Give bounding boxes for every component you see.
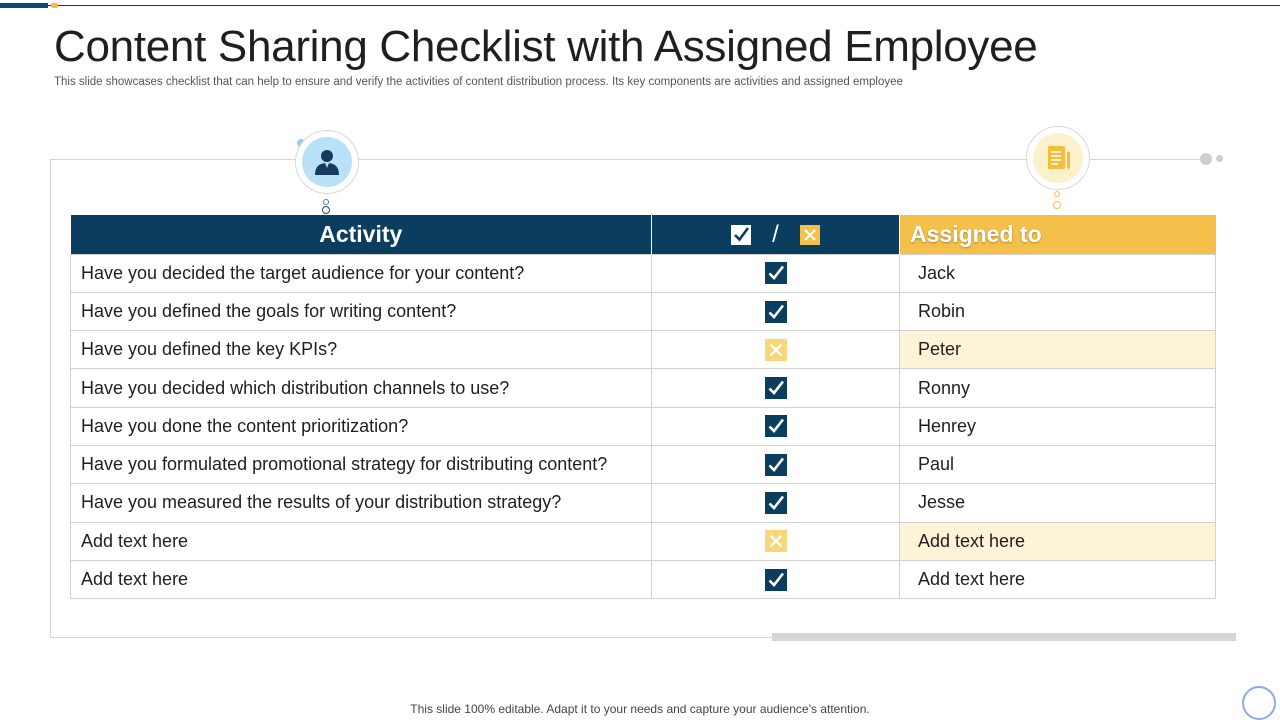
assigned-cell: Add text here (900, 522, 1216, 560)
checkbox-checked-icon (765, 492, 787, 512)
top-accent-dot (51, 3, 58, 8)
top-rule (0, 5, 1280, 6)
connector-pin-right (1053, 201, 1061, 209)
table-row (71, 369, 1216, 407)
checkbox-cross-icon (765, 339, 787, 359)
header-checkbox-cross-icon (799, 224, 821, 246)
assigned-cell: Peter (900, 331, 1216, 369)
assigned-cell: Add text here (900, 560, 1216, 598)
assigned-cell: Ronny (900, 369, 1216, 407)
checkbox-checked-icon (765, 454, 787, 474)
checkbox-checked-icon (765, 262, 787, 282)
connector-pin-left (322, 206, 330, 214)
activity-cell: Have you decided the target audience for your content? (71, 254, 652, 292)
activity-cell: Have you formulated promotional strategy for distributing content? (71, 445, 652, 483)
table-row (71, 292, 1216, 330)
status-cell (652, 484, 900, 522)
decorative-gray-bar (772, 633, 1236, 641)
checkbox-checked-icon (765, 377, 787, 397)
frame-bottom-line (50, 637, 772, 638)
status-cell (652, 560, 900, 598)
table-row (71, 560, 1216, 598)
assigned-cell: Henrey (900, 407, 1216, 445)
corner-circle (1242, 686, 1276, 720)
assigned-cell: Paul (900, 445, 1216, 483)
user-icon (302, 137, 352, 187)
status-cell (652, 292, 900, 330)
activity-cell: Have you decided which distribution channels to use? (71, 369, 652, 407)
header-activity: Activity (71, 215, 652, 254)
header-status (652, 215, 900, 254)
activity-cell: Have you measured the results of your distribution strategy? (71, 484, 652, 522)
activity-cell: Add text here (71, 522, 652, 560)
checkbox-checked-icon (765, 415, 787, 435)
table-row (71, 254, 1216, 292)
status-cell (652, 522, 900, 560)
checkbox-checked-icon (765, 300, 787, 320)
table-header-row (71, 215, 1216, 254)
top-accent-bar (0, 3, 48, 8)
status-cell (652, 407, 900, 445)
header-separator: / (772, 220, 779, 248)
table-row (71, 445, 1216, 483)
status-cell (652, 331, 900, 369)
document-badge (1026, 126, 1090, 190)
table-row (71, 522, 1216, 560)
user-badge (295, 130, 359, 194)
status-cell (652, 369, 900, 407)
decorative-dot-small (1216, 155, 1223, 162)
header-assigned: Assigned to (900, 215, 1216, 254)
checkbox-cross-icon (765, 530, 787, 550)
table-row (71, 407, 1216, 445)
assigned-cell: Robin (900, 292, 1216, 330)
document-icon (1033, 133, 1083, 183)
decorative-gold-ring (1054, 191, 1060, 197)
checkbox-checked-icon (765, 568, 787, 588)
assigned-cell: Jack (900, 254, 1216, 292)
page-subtitle: This slide showcases checklist that can help to ensure and verify the activities of content distribution process. Its key components are activities and assigned employee (54, 76, 903, 88)
decorative-dot (1200, 153, 1212, 165)
status-cell (652, 254, 900, 292)
activity-cell: Have you done the content prioritization? (71, 407, 652, 445)
table-row (71, 331, 1216, 369)
footer-note: This slide 100% editable. Adapt it to your needs and capture your audience’s attention. (410, 702, 870, 716)
decorative-ring-dot (323, 199, 329, 205)
checklist-table (70, 215, 1216, 599)
frame-left-line (50, 159, 51, 638)
page-title: Content Sharing Checklist with Assigned Employee (54, 22, 1038, 71)
activity-cell: Have you defined the goals for writing content? (71, 292, 652, 330)
activity-cell: Add text here (71, 560, 652, 598)
status-cell (652, 445, 900, 483)
activity-cell: Have you defined the key KPIs? (71, 331, 652, 369)
assigned-cell: Jesse (900, 484, 1216, 522)
table-row (71, 484, 1216, 522)
header-checkbox-checked-icon (730, 224, 752, 246)
